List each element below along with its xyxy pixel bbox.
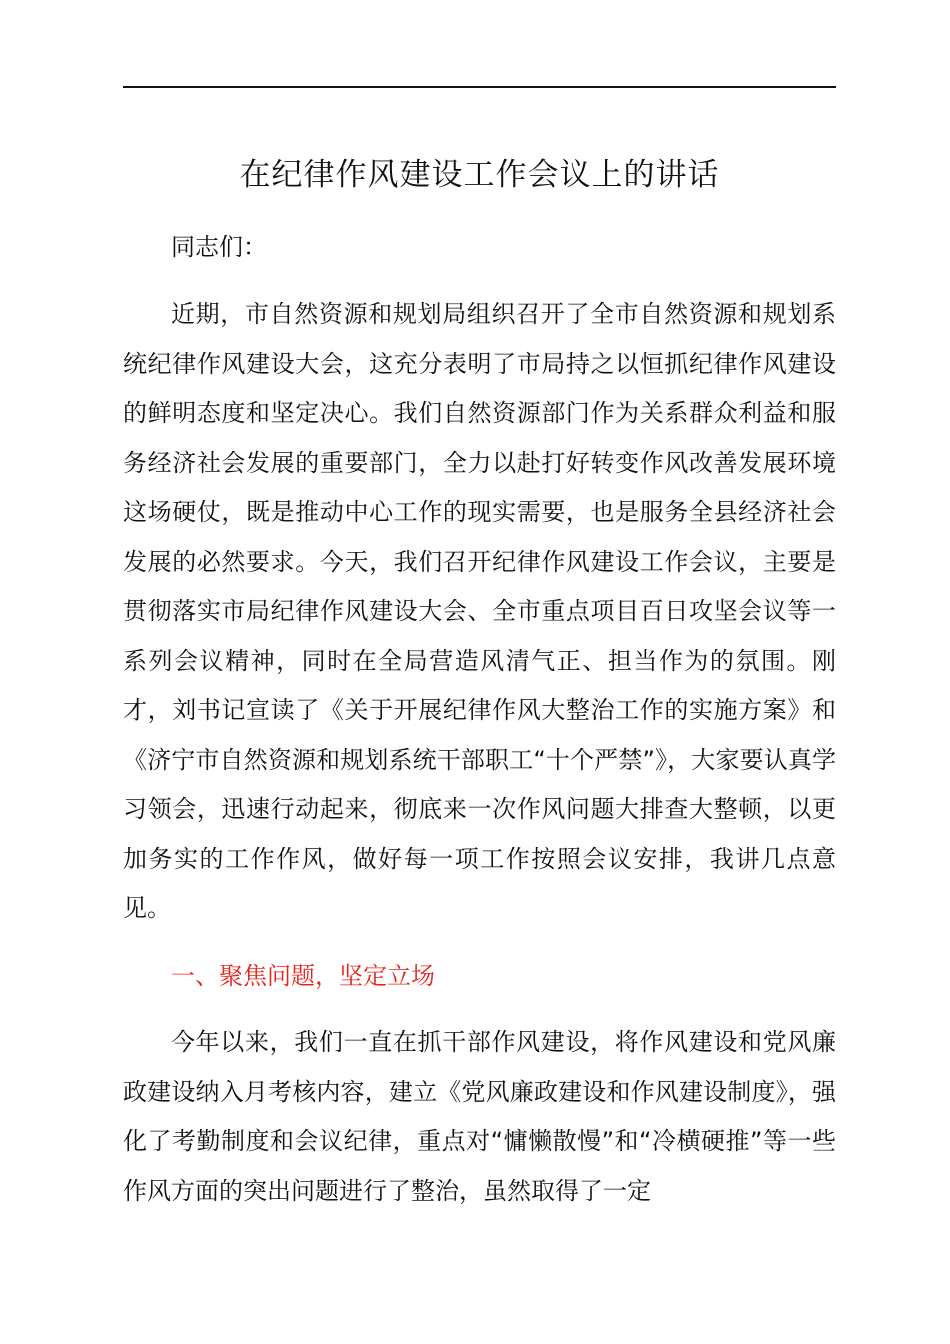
salutation: 同志们： [171,233,267,261]
header-rule [123,86,836,88]
section-heading-1: 一、聚焦问题，坚定立场 [171,962,435,990]
document-title: 在纪律作风建设工作会议上的讲话 [239,157,720,193]
paragraph-2: 今年以来，我们一直在抓干部作风建设，将作风建设和党风廉政建设纳入月考核内容，建立《党风廉政建设和作风建设制度》，强化了考勤制度和会议纪律，重点对“慵懒散慢”和“冷横硬推”等一些作风方面的突出问题进行了整治，虽然取得了一定 [123,1028,836,1205]
paragraph-1: 近期，市自然资源和规划局组织召开了全市自然资源和规划系统纪律作风建设大会，这充分表明了市局持之以恒抓纪律作风建设的鲜明态度和坚定决心。我们自然资源部门作为关系群众利益和服务经济社会发展的重要部门，全力以赴打好转变作风改善发展环境这场硬仗，既是推动中心工作的现实需要，也是服务全县经济社会发展的必然要求。今天，我们召开纪律作风建设工作会议，主要是贯彻落实市局纪律作风建设大会、全市重点项目百日攻坚会议等一系列会议精神，同时在全局营造风清气正、担当作为的氛围。刚才，刘书记宣读了《关于开展纪律作风大整治工作的实施方案》和《济宁市自然资源和规划系统干部职工“十个严禁”》，大家要认真学习领会，迅速行动起来，彻底来一次作风问题大排查大整顿，以更加务实的工作作风，做好每一项工作按照会议安排，我讲几点意见。 [123,300,836,922]
